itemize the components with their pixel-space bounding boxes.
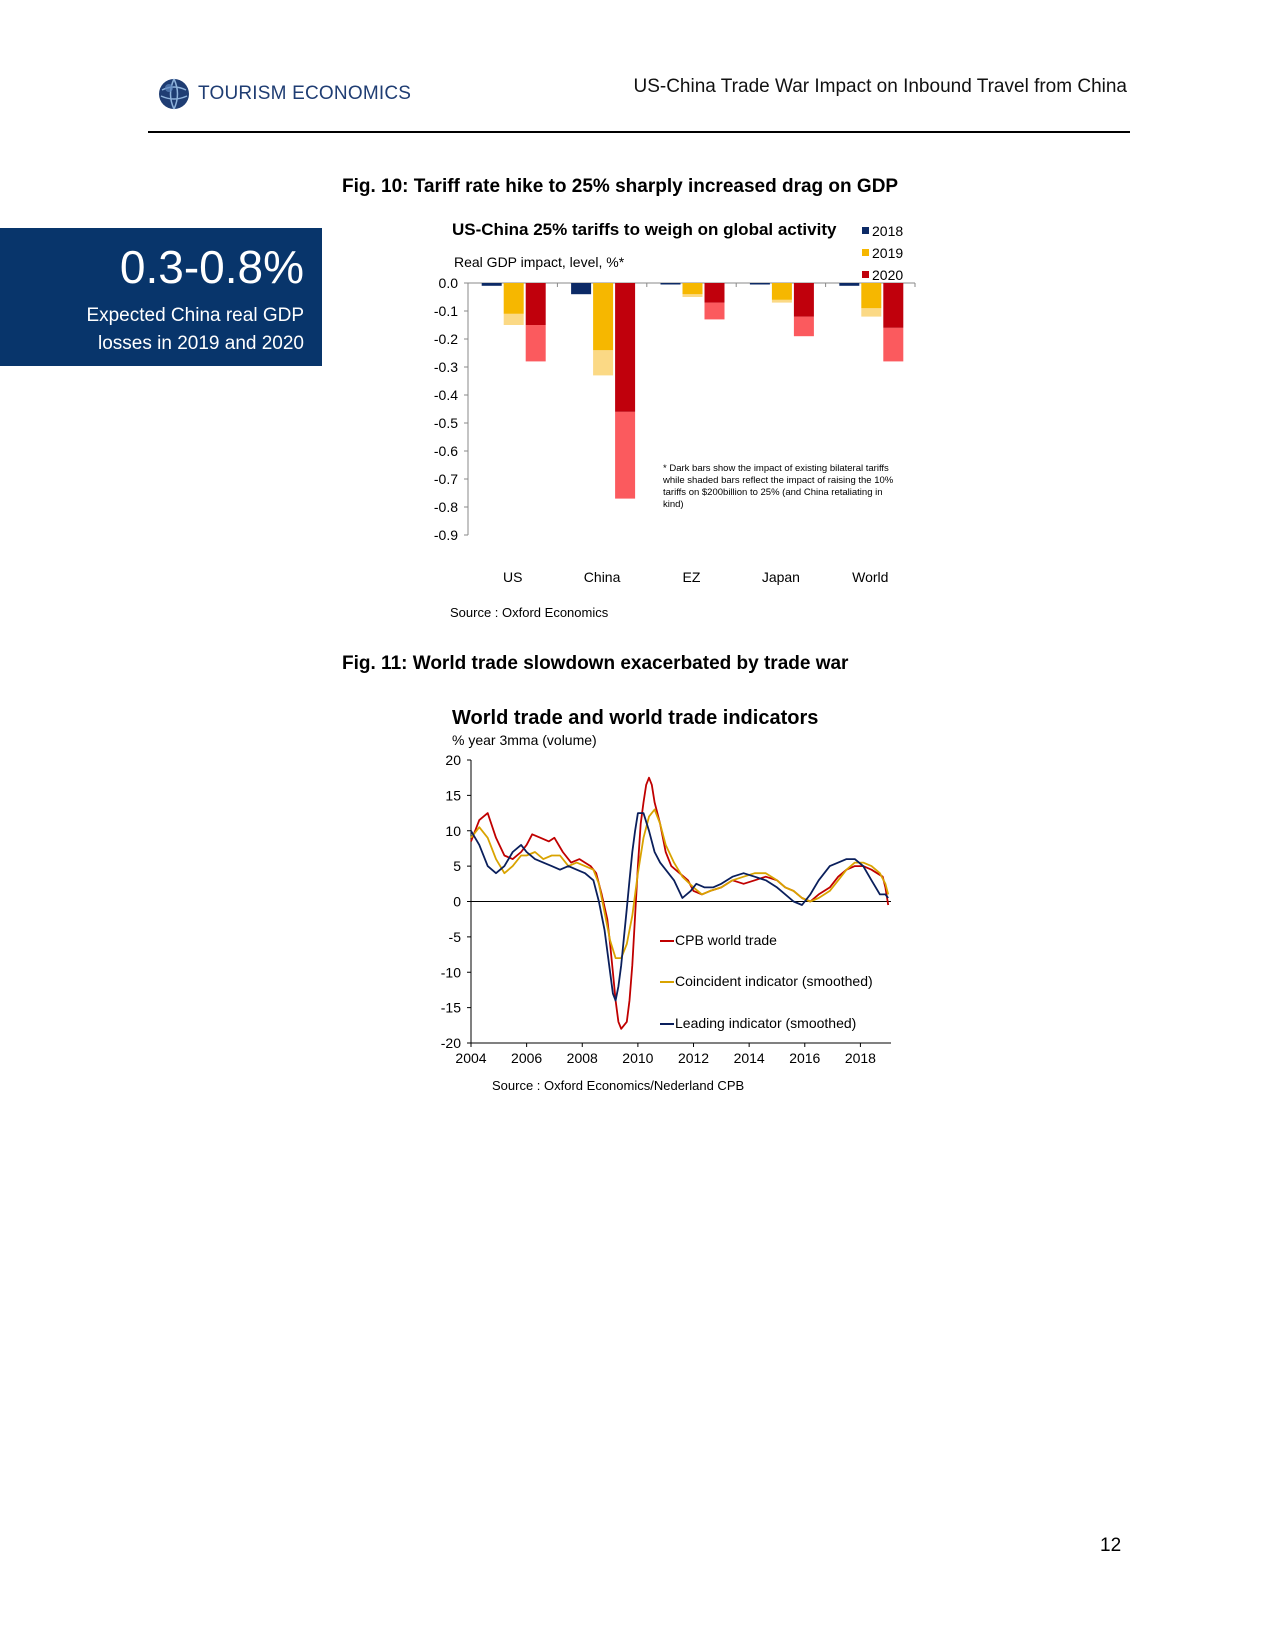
bar-2020-shaded: [883, 328, 903, 362]
bar-2020-shaded: [705, 303, 725, 320]
bar-y-tick-label: -0.7: [433, 471, 458, 487]
legend-swatch-2018: [862, 227, 869, 234]
header-rule: [148, 131, 1130, 133]
bar-2019-shaded: [683, 294, 703, 297]
bar-2019-shaded: [593, 350, 613, 375]
line-y-tick-label: 5: [453, 858, 461, 875]
legend-label-2: Coincident indicator (smoothed): [675, 973, 873, 989]
line-y-tick-label: -5: [448, 928, 461, 945]
line-y-tick-label: -20: [440, 1035, 461, 1051]
legend-label-2020: 2020: [872, 267, 904, 283]
legend-swatch-2019: [862, 249, 869, 256]
series-line-1: [471, 778, 888, 1029]
line-chart-title: World trade and world trade indicators: [452, 707, 819, 729]
bar-2019-shaded: [861, 308, 881, 316]
bar-chart-title: US-China 25% tariffs to weigh on global activity: [452, 220, 837, 239]
fig11-caption: Fig. 11: World trade slowdown exacerbated by trade war: [342, 653, 849, 674]
bar-2019: [504, 283, 524, 314]
page-number: 12: [1100, 1535, 1122, 1556]
bar-2018: [750, 283, 770, 285]
globe-icon: [158, 78, 190, 110]
tourism-economics-logo: [158, 78, 411, 110]
logo-text: TOURISM ECONOMICS: [198, 83, 412, 104]
document-title: US-China Trade War Impact on Inbound Travel from China: [633, 76, 1127, 97]
legend-swatch-2020: [862, 271, 869, 278]
bar-y-tick-label: 0.0: [438, 275, 458, 291]
bar-2018: [661, 283, 681, 285]
bar-2020: [794, 283, 814, 317]
line-y-tick-label: 20: [445, 752, 461, 768]
bar-2018: [482, 283, 502, 286]
line-chart-series: [471, 778, 888, 1029]
gdp-impact-bar-chart: [430, 215, 950, 635]
bar-2020: [615, 283, 635, 412]
bar-2020-shaded: [615, 412, 635, 499]
fig11-source: Source : Oxford Economics/Nederland CPB: [492, 1078, 745, 1093]
bar-y-tick-label: -0.3: [433, 359, 458, 375]
bar-category-label: China: [583, 569, 621, 585]
bar-chart-note: [662, 463, 894, 510]
line-y-tick-label: 0: [453, 893, 461, 910]
bar-2019: [772, 283, 792, 300]
bar-y-tick-label: -0.8: [433, 499, 458, 515]
bar-y-tick-label: -0.5: [433, 415, 458, 431]
bar-chart-legend: [862, 223, 903, 283]
bar-2019-shaded: [504, 314, 524, 325]
world-trade-line-chart: [430, 700, 950, 1100]
line-x-tick-label: 2014: [733, 1050, 765, 1066]
callout-value: 0.3-0.8%: [119, 241, 304, 293]
line-chart-ylabel: % year 3mma (volume): [452, 732, 597, 748]
note-line-4: kind): [663, 499, 684, 510]
line-x-tick-label: 2016: [789, 1050, 821, 1066]
bar-y-tick-label: -0.9: [433, 527, 458, 543]
line-x-tick-label: 2012: [677, 1050, 710, 1066]
legend-label-2019: 2019: [872, 245, 904, 261]
bar-y-tick-label: -0.1: [433, 303, 458, 319]
bar-2019-shaded: [772, 300, 792, 303]
callout-line-2: losses in 2019 and 2020: [98, 333, 304, 354]
line-x-tick-label: 2008: [566, 1050, 598, 1066]
fig10-caption: Fig. 10: Tariff rate hike to 25% sharply increased drag on GDP: [342, 176, 899, 197]
bar-2020-shaded: [794, 317, 814, 337]
bar-y-tick-label: -0.4: [433, 387, 458, 403]
bar-2019: [861, 283, 881, 308]
bar-category-label: EZ: [682, 569, 701, 585]
bar-category-label: Japan: [761, 569, 800, 585]
note-line-2: while shaded bars reflect the impact of raising the 10%: [663, 475, 894, 486]
note-line-3: tariffs on $200billion to 25% (and China retaliating in: [663, 487, 883, 498]
bar-2020: [526, 283, 546, 325]
note-line-1: * Dark bars show the impact of existing bilateral tariffs: [663, 463, 889, 474]
bar-category-label: US: [502, 569, 523, 585]
bar-category-label: World: [852, 569, 889, 585]
line-y-tick-label: -15: [440, 999, 461, 1016]
key-stat-callout: [0, 228, 322, 366]
bar-2020-shaded: [526, 325, 546, 361]
legend-label-3: Leading indicator (smoothed): [675, 1015, 857, 1031]
line-x-tick-label: 2018: [844, 1050, 876, 1066]
bar-2018: [571, 283, 591, 294]
line-x-tick-label: 2010: [622, 1050, 654, 1066]
bar-2020: [705, 283, 725, 303]
fig10-source: Source : Oxford Economics: [450, 605, 609, 620]
line-y-tick-label: 10: [445, 822, 461, 839]
callout-line-1: Expected China real GDP: [86, 305, 304, 326]
bar-2020: [883, 283, 903, 328]
bar-2018: [839, 283, 859, 286]
bar-2019: [593, 283, 613, 350]
line-y-tick-label: 15: [445, 787, 461, 804]
bar-y-tick-label: -0.6: [433, 443, 458, 459]
line-x-tick-label: 2004: [455, 1050, 487, 1066]
bar-2019: [683, 283, 703, 294]
bar-chart-subtitle: Real GDP impact, level, %*: [454, 254, 625, 270]
bar-y-tick-label: -0.2: [433, 331, 458, 347]
line-x-tick-label: 2006: [511, 1050, 543, 1066]
line-chart-legend: [660, 932, 873, 1031]
legend-label-2018: 2018: [872, 223, 904, 239]
line-y-tick-label: -10: [440, 964, 461, 981]
legend-label-1: CPB world trade: [675, 932, 777, 948]
